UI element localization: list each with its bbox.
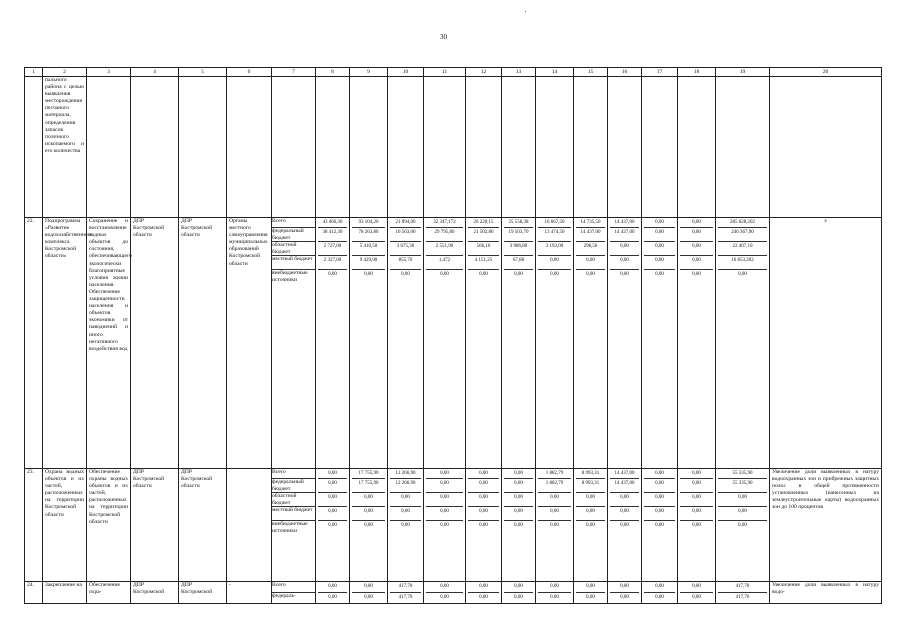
- value-stack: [426, 582, 463, 603]
- column-header-6: 6: [227, 68, 272, 77]
- amount-cell: 0,00: [538, 582, 571, 593]
- column-header-1: 1: [25, 68, 43, 77]
- value-column-16: [608, 218, 642, 469]
- amount-cell: 0,00: [426, 493, 463, 507]
- row-number: 22.: [25, 218, 43, 469]
- value-stack: [538, 218, 571, 280]
- value-stack: [468, 582, 499, 603]
- value-stack: [468, 218, 499, 280]
- amount-cell: 0,00: [620, 272, 629, 277]
- amount-cell: 14 437,00: [610, 479, 639, 493]
- value-stack: [680, 218, 713, 280]
- amount-cell: 0,00: [426, 479, 463, 493]
- amount-cell: 0,00: [479, 595, 488, 600]
- column-header-12: 12: [466, 68, 502, 77]
- value-column-10: [388, 582, 424, 604]
- row-number: 24.: [25, 582, 43, 604]
- value-column-8: [316, 469, 350, 582]
- value-stack: [390, 469, 421, 531]
- amount-cell: 0,00: [514, 595, 523, 600]
- value-column-10: [388, 469, 424, 582]
- amount-cell: 0,00: [576, 493, 605, 507]
- amount-cell: 14 735,50: [576, 218, 605, 228]
- source-extrabudget: внебюджетные источники: [272, 521, 308, 534]
- value-stack: [610, 218, 639, 280]
- amount-cell: 0,00: [318, 582, 347, 593]
- amount-cell: 0,00: [644, 218, 675, 228]
- table-row-22: [25, 218, 882, 469]
- source-regional: областной бюджет: [272, 493, 315, 507]
- value-stack: [576, 582, 605, 603]
- value-column-11: [424, 469, 466, 582]
- value-column-17: [642, 469, 678, 582]
- event-name: Охрана водных объектов и их частей, расположенных на территории Костромской области: [43, 469, 87, 582]
- amount-cell: 417,70: [398, 595, 413, 600]
- value-column-19: [716, 218, 770, 469]
- amount-cell: 0,00: [538, 256, 571, 270]
- value-column-18: [678, 218, 716, 469]
- amount-cell: 2 327,00: [318, 256, 347, 270]
- column-header-9: 9: [350, 68, 388, 77]
- amount-cell: 9 429,90: [352, 256, 385, 270]
- value-stack: [352, 218, 385, 280]
- amount-cell: 0,00: [504, 493, 533, 507]
- value-column-15: [574, 218, 608, 469]
- value-column-16: [608, 582, 642, 604]
- value-column-16: [608, 469, 642, 582]
- amount-cell: 0,00: [680, 582, 713, 593]
- continuation-text: пального района с целью выявления месторождения песчаного материала, определения запасов полезного ископаемого и его количества: [43, 77, 87, 218]
- amount-cell: 0,00: [328, 595, 337, 600]
- amount-cell: 0,00: [644, 256, 675, 270]
- amount-cell: 16 853,202: [718, 256, 767, 270]
- amount-cell: 13 474,50: [538, 228, 571, 242]
- value-stack: [718, 218, 767, 280]
- amount-cell: 0,00: [644, 228, 675, 242]
- value-column-14: [536, 469, 574, 582]
- value-column-13: [502, 582, 536, 604]
- amount-cell: 1,472: [426, 256, 463, 270]
- amount-cell: 566,10: [468, 242, 499, 256]
- table-row-continuation: [25, 77, 882, 218]
- event-goal: Обеспечение охраны водных объектов и их частей, расположенных на территории Костромской области: [87, 469, 131, 582]
- amount-cell: 0,00: [644, 493, 675, 507]
- table-row-24: [25, 582, 882, 604]
- column-header-7: 7: [272, 68, 316, 77]
- amount-cell: 0,00: [644, 469, 675, 479]
- amount-cell: 38 412,30: [318, 228, 347, 242]
- amount-cell: 0,00: [644, 582, 675, 593]
- participants: -: [227, 582, 272, 604]
- amount-cell: 0,00: [440, 523, 449, 528]
- amount-cell: 0,00: [514, 272, 523, 277]
- value-stack: [610, 582, 639, 603]
- value-stack: [352, 582, 385, 603]
- amount-cell: 0,00: [318, 493, 347, 507]
- amount-cell: 0,00: [426, 469, 463, 479]
- value-stack: [680, 582, 713, 603]
- value-stack: [538, 582, 571, 603]
- amount-cell: 0,00: [352, 507, 385, 521]
- amount-cell: 0,00: [718, 507, 767, 521]
- amount-cell: 0,00: [680, 228, 713, 242]
- value-column-9: [350, 218, 388, 469]
- value-column-12: [466, 469, 502, 582]
- amount-cell: 0,00: [426, 582, 463, 593]
- amount-cell: 1 882,79: [538, 479, 571, 493]
- value-column-12: [466, 218, 502, 469]
- event-name: Подпрограмма «Развитие водохозяйственного комплекса Костромской области»: [43, 218, 87, 469]
- amount-cell: 0,00: [644, 479, 675, 493]
- column-header-19: 19: [716, 68, 770, 77]
- source-regional: областной бюджет: [272, 242, 315, 256]
- source-federal: федераль-: [272, 593, 296, 599]
- amount-cell: 0,00: [468, 493, 499, 507]
- column-header-16: 16: [608, 68, 642, 77]
- amount-cell: 8 993,31: [576, 469, 605, 479]
- value-column-10: [388, 218, 424, 469]
- amount-cell: 22 407,10: [718, 242, 767, 256]
- value-stack: [426, 218, 463, 280]
- amount-cell: 0,00: [479, 272, 488, 277]
- value-column-14: [536, 218, 574, 469]
- amount-cell: 55 335,90: [718, 469, 767, 479]
- amount-cell: 16 667,50: [538, 218, 571, 228]
- value-column-9: [350, 582, 388, 604]
- funding-sources: [272, 582, 315, 603]
- amount-cell: 0,00: [586, 272, 595, 277]
- amount-cell: 0,00: [514, 523, 523, 528]
- responsible-executor: ДПР Костромской области: [131, 218, 179, 469]
- amount-cell: 0,00: [680, 507, 713, 521]
- value-column-8: [316, 218, 350, 469]
- amount-cell: 0,00: [390, 507, 421, 521]
- amount-cell: 78 263,80: [352, 228, 385, 242]
- amount-cell: 55 335,90: [718, 479, 767, 493]
- amount-cell: 67,88: [504, 256, 533, 270]
- value-stack: [468, 469, 499, 531]
- value-stack: [504, 218, 533, 280]
- amount-cell: 417,70: [718, 582, 767, 593]
- header-row: [25, 68, 882, 77]
- value-column-8: [316, 582, 350, 604]
- amount-cell: 0,00: [610, 493, 639, 507]
- amount-cell: 0,00: [401, 523, 410, 528]
- amount-cell: 0,00: [479, 523, 488, 528]
- amount-cell: 0,00: [504, 582, 533, 593]
- amount-cell: 0,00: [680, 256, 713, 270]
- event-goal: Обеспечение охра-: [87, 582, 131, 604]
- value-column-18: [678, 582, 716, 604]
- amount-cell: 21 094,00: [390, 218, 421, 228]
- amount-cell: 0,00: [504, 469, 533, 479]
- value-column-17: [642, 582, 678, 604]
- value-stack: [504, 582, 533, 603]
- budget-table: [24, 67, 882, 604]
- value-stack: [644, 469, 675, 531]
- coordinator: ДПР Костромской: [179, 582, 227, 604]
- amount-cell: 14 437,00: [610, 469, 639, 479]
- amount-cell: 0,00: [426, 507, 463, 521]
- value-stack: [538, 469, 571, 531]
- amount-cell: 0,00: [318, 479, 347, 493]
- amount-cell: 14 437,00: [610, 218, 639, 228]
- amount-cell: 16 563,00: [390, 228, 421, 242]
- amount-cell: 0,00: [576, 256, 605, 270]
- amount-cell: 17 755,90: [352, 479, 385, 493]
- amount-cell: 0,00: [364, 523, 373, 528]
- amount-cell: 0,00: [440, 595, 449, 600]
- amount-cell: 0,00: [538, 493, 571, 507]
- amount-cell: 0,00: [738, 272, 747, 277]
- amount-cell: 3 986,80: [504, 242, 533, 256]
- amount-cell: 5 410,50: [352, 242, 385, 256]
- amount-cell: 29 795,80: [426, 228, 463, 242]
- amount-cell: 93 104,20: [352, 218, 385, 228]
- value-column-15: [574, 582, 608, 604]
- amount-cell: 0,00: [655, 595, 664, 600]
- column-header-8: 8: [316, 68, 350, 77]
- amount-cell: 0,00: [468, 507, 499, 521]
- value-stack: [576, 218, 605, 280]
- amount-cell: 417,70: [390, 582, 421, 593]
- amount-cell: 0,00: [586, 523, 595, 528]
- amount-cell: 0,00: [318, 469, 347, 479]
- amount-cell: 0,00: [468, 469, 499, 479]
- value-stack: [644, 218, 675, 280]
- column-header-18: 18: [678, 68, 716, 77]
- amount-cell: 14 437,00: [610, 228, 639, 242]
- value-stack: [718, 469, 767, 531]
- amount-cell: 0,00: [352, 493, 385, 507]
- amount-cell: 0,00: [692, 595, 701, 600]
- amount-cell: 17 755,90: [352, 469, 385, 479]
- column-header-11: 11: [424, 68, 466, 77]
- amount-cell: 0,00: [318, 507, 347, 521]
- amount-cell: 0,00: [440, 272, 449, 277]
- value-stack: [680, 469, 713, 531]
- coordinator: ДПР Костромской области: [179, 218, 227, 469]
- amount-cell: 19 503,70: [504, 228, 533, 242]
- value-stack: [318, 469, 347, 531]
- amount-cell: 0,00: [610, 242, 639, 256]
- amount-cell: 21 502,80: [468, 228, 499, 242]
- amount-cell: 1 882,79: [538, 469, 571, 479]
- amount-cell: 0,00: [576, 507, 605, 521]
- source-total: Всего: [272, 218, 315, 228]
- source-total: Всего: [272, 582, 315, 593]
- amount-cell: 0,00: [550, 523, 559, 528]
- amount-cell: 32 347,172: [426, 218, 463, 228]
- value-stack: [610, 469, 639, 531]
- value-stack: [318, 218, 347, 280]
- participants: Органы местного самоуправления муниципальных образований Костромской области: [227, 218, 272, 469]
- row-result: Увеличение доли выявленных в натуру водоохранных зон и прибрежных защитных полос в общей протяженности установленных (нанесенных на землеустроительные карты) водоохранных зон до 100 процентов: [770, 469, 882, 582]
- amount-cell: 0,00: [328, 523, 337, 528]
- amount-cell: 3 193,00: [538, 242, 571, 256]
- amount-cell: 0,00: [468, 479, 499, 493]
- table-row-23: [25, 469, 882, 582]
- value-column-19: [716, 469, 770, 582]
- participants: [227, 469, 272, 582]
- row-number: 23.: [25, 469, 43, 582]
- value-stack: [504, 469, 533, 531]
- amount-cell: 25 558,38: [504, 218, 533, 228]
- amount-cell: 285 628,202: [718, 218, 767, 228]
- coordinator: ДПР Костромской области: [179, 469, 227, 582]
- source-local: местный бюджет: [272, 507, 315, 521]
- column-header-15: 15: [574, 68, 608, 77]
- responsible-executor: ДПР Костромской области: [131, 469, 179, 582]
- amount-cell: 26 220,15: [468, 218, 499, 228]
- amount-cell: 0,00: [610, 507, 639, 521]
- scan-speck: [525, 11, 526, 12]
- value-column-11: [424, 582, 466, 604]
- amount-cell: 0,00: [680, 218, 713, 228]
- responsible-executor: ДПР Костромской: [131, 582, 179, 604]
- page-number: 30: [440, 33, 447, 41]
- amount-cell: 0,00: [468, 582, 499, 593]
- event-name: Закрепление на: [43, 582, 87, 604]
- source-extrabudget: внебюджетные источники: [272, 270, 308, 283]
- amount-cell: 12 266,90: [390, 479, 421, 493]
- amount-cell: 2 551,90: [426, 242, 463, 256]
- amount-cell: 0,00: [655, 272, 664, 277]
- column-header-14: 14: [536, 68, 574, 77]
- amount-cell: 0,00: [620, 595, 629, 600]
- column-header-2: 2: [43, 68, 87, 77]
- amount-cell: 8 993,31: [576, 479, 605, 493]
- amount-cell: 0,00: [352, 582, 385, 593]
- amount-cell: 14 437,00: [576, 228, 605, 242]
- event-goal: Сохранение и восстановление водных объектов до состояния, обеспечивающего экологически благоприятные условия жизни населения. Обеспечение защищенности населения и объектов экономики от наводнений и иного негативного воздействия вод: [87, 218, 131, 469]
- amount-cell: 0,00: [620, 523, 629, 528]
- amount-cell: 0,00: [390, 493, 421, 507]
- amount-cell: 0,00: [738, 523, 747, 528]
- value-column-13: [502, 469, 536, 582]
- value-stack: [318, 582, 347, 603]
- amount-cell: 0,00: [550, 595, 559, 600]
- amount-cell: 0,00: [680, 242, 713, 256]
- amount-cell: 417,70: [735, 595, 750, 600]
- amount-cell: 855,70: [390, 256, 421, 270]
- funding-sources: [272, 218, 315, 283]
- source-federal: федеральный бюджет: [272, 228, 315, 242]
- value-column-18: [678, 469, 716, 582]
- amount-cell: 0,00: [692, 272, 701, 277]
- row-result: Увеличение доли выявленных в натуру водо-: [770, 582, 882, 604]
- amount-cell: 0,00: [550, 272, 559, 277]
- column-header-5: 5: [179, 68, 227, 77]
- value-column-14: [536, 582, 574, 604]
- value-column-17: [642, 218, 678, 469]
- amount-cell: 0,00: [364, 272, 373, 277]
- amount-cell: 0,00: [328, 272, 337, 277]
- amount-cell: 0,00: [610, 582, 639, 593]
- amount-cell: 0,00: [644, 242, 675, 256]
- value-stack: [426, 469, 463, 531]
- value-column-15: [574, 469, 608, 582]
- source-federal: федеральный бюджет: [272, 479, 315, 493]
- value-stack: [576, 469, 605, 531]
- amount-cell: 0,00: [692, 523, 701, 528]
- column-header-17: 17: [642, 68, 678, 77]
- amount-cell: 0,00: [680, 493, 713, 507]
- value-stack: [352, 469, 385, 531]
- value-stack: [390, 218, 421, 280]
- amount-cell: 43 466,30: [318, 218, 347, 228]
- amount-cell: 298,50: [576, 242, 605, 256]
- amount-cell: 0,00: [504, 479, 533, 493]
- amount-cell: 0,00: [364, 595, 373, 600]
- amount-cell: 12 266,90: [390, 469, 421, 479]
- source-local: местный бюджет: [272, 256, 315, 270]
- value-column-11: [424, 218, 466, 469]
- value-column-19: [716, 582, 770, 604]
- amount-cell: 2 727,00: [318, 242, 347, 256]
- row-result: х: [770, 218, 882, 469]
- column-header-4: 4: [131, 68, 179, 77]
- amount-cell: 0,00: [680, 479, 713, 493]
- column-header-3: 3: [87, 68, 131, 77]
- value-stack: [718, 582, 767, 603]
- value-column-9: [350, 469, 388, 582]
- amount-cell: 0,00: [718, 493, 767, 507]
- source-total: Всего: [272, 469, 315, 479]
- amount-cell: 0,00: [680, 469, 713, 479]
- value-column-13: [502, 218, 536, 469]
- amount-cell: 0,00: [504, 507, 533, 521]
- amount-cell: 0,00: [610, 256, 639, 270]
- amount-cell: 0,00: [586, 595, 595, 600]
- amount-cell: 0,00: [644, 507, 675, 521]
- amount-cell: 0,00: [655, 523, 664, 528]
- value-stack: [644, 582, 675, 603]
- amount-cell: 3 675,30: [390, 242, 421, 256]
- value-column-12: [466, 582, 502, 604]
- value-stack: [390, 582, 421, 603]
- amount-cell: 0,00: [576, 582, 605, 593]
- amount-cell: 246 367,90: [718, 228, 767, 242]
- amount-cell: 0,00: [401, 272, 410, 277]
- funding-sources: [272, 469, 315, 534]
- amount-cell: 4 151,25: [468, 256, 499, 270]
- column-header-13: 13: [502, 68, 536, 77]
- column-header-20: 20: [770, 68, 882, 77]
- column-header-10: 10: [388, 68, 424, 77]
- amount-cell: 0,00: [538, 507, 571, 521]
